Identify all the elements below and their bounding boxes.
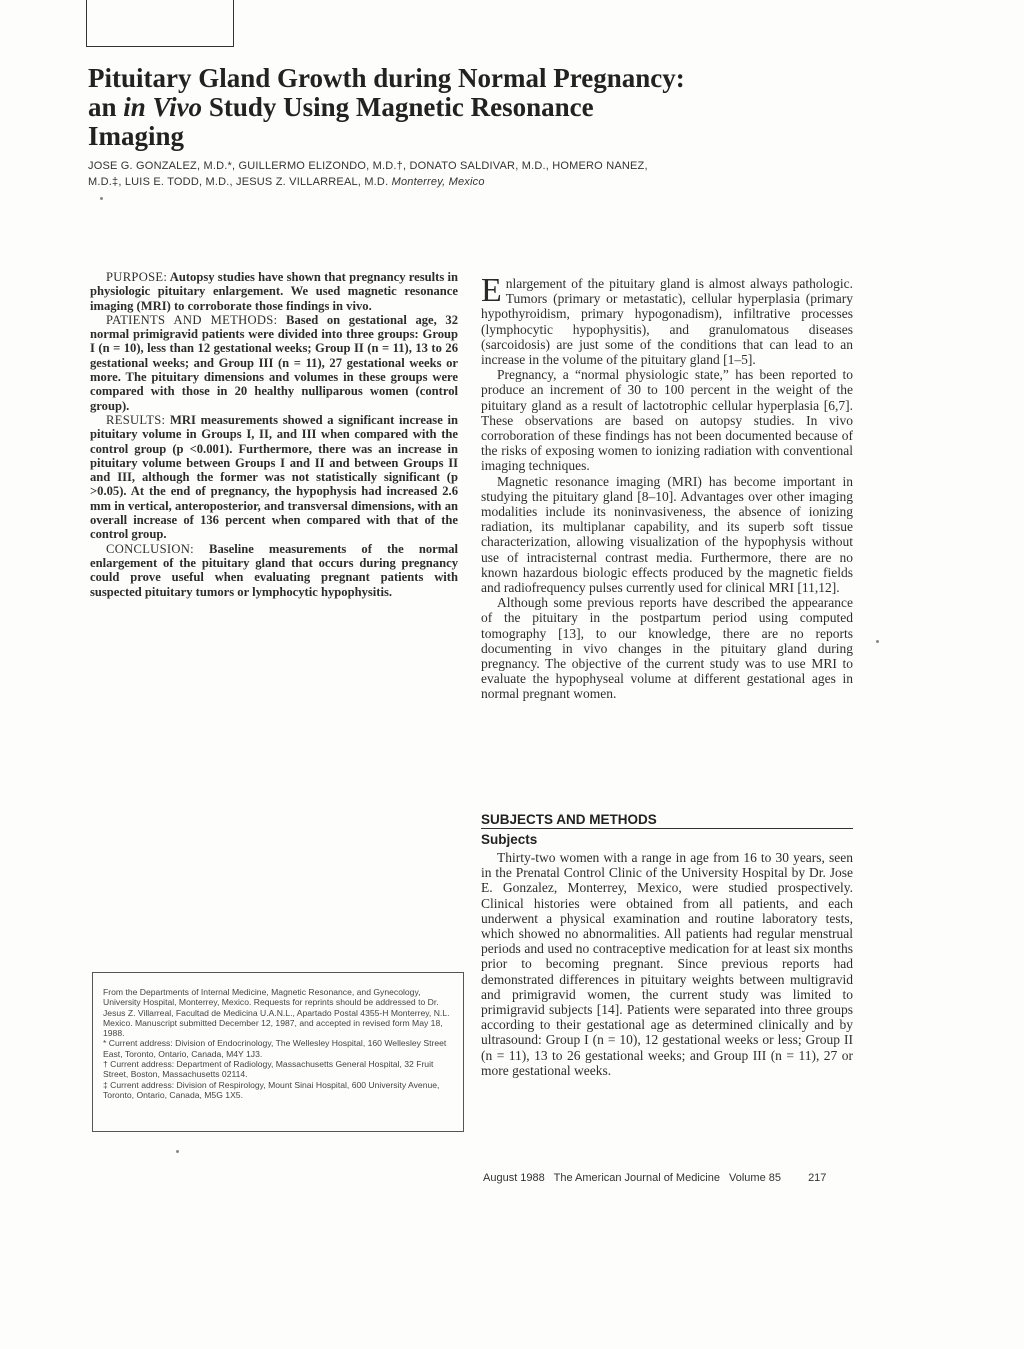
- intro-paragraph: Pregnancy, a “normal physiologic state,” has been reported to produce an increment of 30 to 100 percent in the weight of the pituitary gland as a result of lactotrophic cellular hyperplasia [6,7]. These observations are based on autopsy studies. In vivo corroboration of these findings has not been documented because of the risks of exposing women to ionizing radiation with conventional imaging techniques.: [481, 367, 853, 474]
- scan-speck: [176, 1150, 179, 1153]
- affiliation-note: From the Departments of Internal Medicine, Magnetic Resonance, and Gynecology, University Hospital, Monterrey, Mexico. Requests for reprints should be addressed to Dr. Jesus Z. Villarreal, Facultad de Medicina U.A.N.L., Apartado Postal 4355-H Monterrey, N.L. Mexico. Manuscript submitted December 12, 1987, and accepted in revised form May 18, 1988.: [103, 987, 450, 1039]
- scan-speck: [100, 197, 103, 200]
- author-list: [88, 158, 728, 190]
- page-footer: [483, 1172, 832, 1184]
- article-title: [88, 64, 788, 151]
- subsection-heading: Subjects: [481, 832, 538, 847]
- conclusion-text: Baseline measurements of the normal enlargement of the pituitary gland that occurs during pregnancy could prove useful when evaluating pregnant patients with suspected pituitary tumors or lymphocytic hypophysitis.: [90, 541, 458, 599]
- drop-cap: E: [481, 272, 502, 309]
- abstract-conclusion: [90, 542, 458, 599]
- footer-date: August 1988: [483, 1172, 545, 1184]
- conclusion-label: CONCLUSION:: [106, 541, 194, 556]
- methods-body: [481, 850, 853, 1078]
- intro-p1-text: nlargement of the pituitary gland is almost always pathologic. Tumors (primary or metastatic), cellular hyperplasia (primary hypothyroidism, primary hypogonadism), infiltrative processes (lymphocytic hypophysitis), and granulomatous diseases (sarcoidosis) are just some of the conditions that can lead to an increase in the volume of the pituitary gland [1–5].: [481, 276, 853, 368]
- methods-paragraph: Thirty-two women with a range in age from 16 to 30 years, seen in the Prenatal Control Clinic of the University Hospital by Dr. Jose E. Gonzalez, Monterrey, Mexico, were studied prospectively. Clinical histories were obtained from all patients, and each underwent a physical examination and routine laboratory tests, which showed no abnormalities. All patients had regular menstrual periods and used no contraceptive medication for at least six months prior to becoming pregnant. Since previous reports had demonstrated differences in pituitary weights between multigravid and primigravid women, the current study was limited to primigravid subjects [14]. Patients were separated into three groups according to their gestational age as determined clinically and by ultrasound: Group I (n = 10), 12 gestational weeks or less; Group II (n = 11), 13 to 26 gestational weeks; and Group III (n = 11), 27 or more gestational weeks.: [481, 850, 853, 1078]
- footnote: ‡ Current address: Division of Respirology, Mount Sinai Hospital, 600 University Avenue, Toronto, Ontario, Canada, M5G 1X5.: [103, 1079, 440, 1100]
- purpose-text: Autopsy studies have shown that pregnancy results in physiologic pituitary enlargement. We used magnetic resonance imaging (MRI) to corroborate those findings in vivo.: [90, 270, 458, 313]
- abstract-purpose: [90, 270, 458, 313]
- introduction: [481, 272, 853, 702]
- footer-journal: The American Journal of Medicine: [553, 1172, 720, 1184]
- abstract-results: [90, 413, 458, 542]
- footnote-box: [92, 972, 464, 1132]
- title-line-2-post: Study Using Magnetic Resonance: [202, 92, 594, 122]
- page-number: 217: [808, 1172, 827, 1184]
- authors-line-2: M.D.‡, LUIS E. TODD, M.D., JESUS Z. VILLARREAL, M.D.: [88, 176, 389, 188]
- scan-speck: [876, 640, 879, 643]
- abstract: [90, 270, 458, 599]
- results-label: RESULTS:: [106, 412, 166, 427]
- section-heading: SUBJECTS AND METHODS: [481, 812, 853, 829]
- abstract-methods: [90, 313, 458, 413]
- footnote: * Current address: Division of Endocrinology, The Wellesley Hospital, 160 Wellesley Street East, Toronto, Ontario, Canada, M4Y 1J3.: [103, 1038, 447, 1059]
- title-line-1: Pituitary Gland Growth during Normal Pregnancy:: [88, 63, 685, 93]
- intro-paragraph: Magnetic resonance imaging (MRI) has become important in studying the pituitary gland [8–10]. Advantages over other imaging modalities include its noninvasiveness, the absence of ionizing radiation, its multiplanar capability, and its superb soft tissue characterization, allowing visualization of the hypophysis without use of intracisternal contrast media. Furthermore, there are no known hazardous biologic effects produced by the magnetic fields and radiofrequency pulses currently used for clinical MRI [11,12].: [481, 473, 853, 596]
- title-line-2-italic: in Vivo: [123, 92, 203, 122]
- methods-label: PATIENTS AND METHODS:: [106, 312, 278, 327]
- intro-paragraph: Although some previous reports have described the appearance of the pituitary in the postpartum period using computed tomography [13], to our knowledge, there are no reports documenting in vivo changes in the pituitary gland during pregnancy. The objective of the current study was to use MRI to evaluate the hypophyseal volume at different gestational ages in normal pregnant women.: [481, 595, 853, 702]
- authors-line-1: JOSE G. GONZALEZ, M.D.*, GUILLERMO ELIZONDO, M.D.†, DONATO SALDIVAR, M.D., HOMERO NANEZ,: [88, 160, 648, 172]
- purpose-label: PURPOSE:: [106, 270, 168, 284]
- corner-box: [86, 0, 234, 47]
- intro-paragraph: [481, 272, 853, 368]
- methods-text: Based on gestational age, 32 normal primigravid patients were divided into three groups: Group I (n = 10), less than 12 gestational weeks; Group II (n = 11), 13 to 26 gestational weeks; and Group III (n = 11), 27 gestational weeks or more. The pituitary dimensions and volumes in these groups were compared with those in 20 healthy nulliparous women (control group).: [90, 312, 458, 413]
- footnote: † Current address: Department of Radiology, Massachusetts General Hospital, 32 Fruit Street, Boston, Massachusetts 02114.: [103, 1059, 434, 1080]
- title-line-2-pre: an: [88, 92, 124, 122]
- author-location: Monterrey, Mexico: [391, 176, 485, 188]
- footer-volume: Volume 85: [729, 1172, 781, 1184]
- title-line-3: Imaging: [88, 121, 185, 151]
- results-text: MRI measurements showed a significant increase in pituitary volume in Groups I, II, and III when compared with the control group (p <0.001). Furthermore, there was an increase in pituitary volume between Groups I and II and between Groups II and III, although the former was not statistically significant (p >0.05). At the end of pregnancy, the hypophysis had increased 2.6 mm in vertical, anteroposterior, and transversal dimensions, with an overall increase of 136 percent when compared with that of the control group.: [90, 412, 458, 542]
